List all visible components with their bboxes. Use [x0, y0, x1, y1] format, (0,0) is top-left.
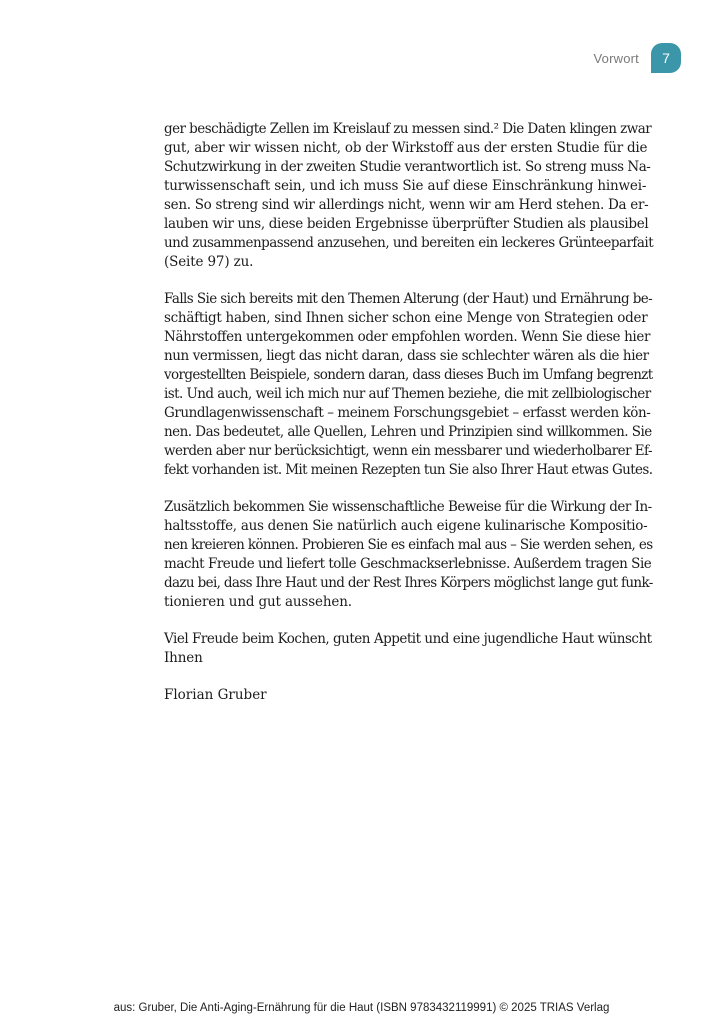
section-title: Vorwort	[593, 50, 639, 66]
paragraph-3	[164, 498, 653, 612]
text-line: turwissenschaft sein, und ich muss Sie auf diese Einschränkung hinwei-	[164, 178, 647, 194]
text-line: Falls Sie sich bereits mit den Themen Alterung (der Haut) und Ernährung be-	[164, 291, 653, 307]
text-line: macht Freude und liefert tolle Geschmackserlebnisse. Außerdem tragen Sie	[164, 556, 652, 572]
text-line: Viel Freude beim Kochen, guten Appetit und eine jugendliche Haut wünscht	[164, 631, 652, 647]
author-signature: Florian Gruber	[164, 687, 267, 703]
paragraph-4	[164, 630, 652, 668]
text-line: schäftigt haben, sind Ihnen sicher schon eine Menge von Strategien oder	[164, 310, 648, 326]
text-line: fekt vorhanden ist. Mit meinen Rezepten tun Sie also Ihrer Haut etwas Gutes.	[164, 462, 653, 478]
text-line: ist. Und auch, weil ich mich nur auf Themen beziehe, die mit zellbiologischer	[164, 386, 651, 402]
text-line: Nährstoffen untergekommen oder empfohlen worden. Wenn Sie diese hier	[164, 329, 651, 345]
text-line: (Seite 97) zu.	[164, 254, 254, 270]
text-line: Grundlagenwissenschaft – meinem Forschungsgebiet – erfasst werden kön-	[164, 405, 651, 421]
text-line: Zusätzlich bekommen Sie wissenschaftliche Beweise für die Wirkung der In-	[164, 499, 652, 515]
page-number-badge	[651, 43, 681, 73]
text-line: werden aber nur berücksichtigt, wenn ein messbarer und wiederholbarer Ef-	[164, 443, 652, 459]
text-line: gut, aber wir wissen nicht, ob der Wirkstoff aus der ersten Studie für die	[164, 140, 648, 156]
text-line: Schutzwirkung in der zweiten Studie verantwortlich ist. So streng muss Na-	[164, 159, 651, 175]
text-line: und zusammenpassend anzusehen, und bereiten ein leckeres Grünteeparfait	[164, 235, 654, 251]
text-line: sen. So streng sind wir allerdings nicht, wenn wir am Herd stehen. Da er-	[164, 197, 649, 213]
text-line: dazu bei, dass Ihre Haut und der Rest Ihres Körpers möglichst lange gut funk-	[164, 575, 653, 591]
footer-citation: aus: Gruber, Die Anti-Aging-Ernährung für die Haut (ISBN 9783432119991) © 2025 TRIAS Verlag	[113, 1002, 610, 1014]
text-line: nun vermissen, liegt das nicht daran, dass sie schlechter wären als die hier	[164, 348, 649, 364]
text-line: haltsstoffe, aus denen Sie natürlich auch eigene kulinarische Kompositio-	[164, 518, 648, 534]
text-line: Ihnen	[164, 650, 203, 666]
text-line: tionieren und gut aussehen.	[164, 594, 352, 610]
page-header	[594, 43, 681, 73]
text-line: lauben wir uns, diese beiden Ergebnisse überprüfter Studien als plausibel	[164, 216, 649, 232]
body-text	[164, 120, 654, 705]
paragraph-2	[164, 290, 653, 480]
text-line: nen. Das bedeutet, alle Quellen, Lehren und Prinzipien sind willkommen. Sie	[164, 424, 652, 440]
paragraph-1	[164, 120, 654, 272]
text-line: ger beschädigte Zellen im Kreislauf zu messen sind.² Die Daten klingen zwar	[164, 121, 652, 137]
text-line: nen kreieren können. Probieren Sie es einfach mal aus – Sie werden sehen, es	[164, 537, 653, 553]
page-number: 7	[662, 50, 670, 66]
text-line: vorgestellten Beispiele, sondern daran, dass dieses Buch im Umfang begrenzt	[164, 367, 653, 383]
